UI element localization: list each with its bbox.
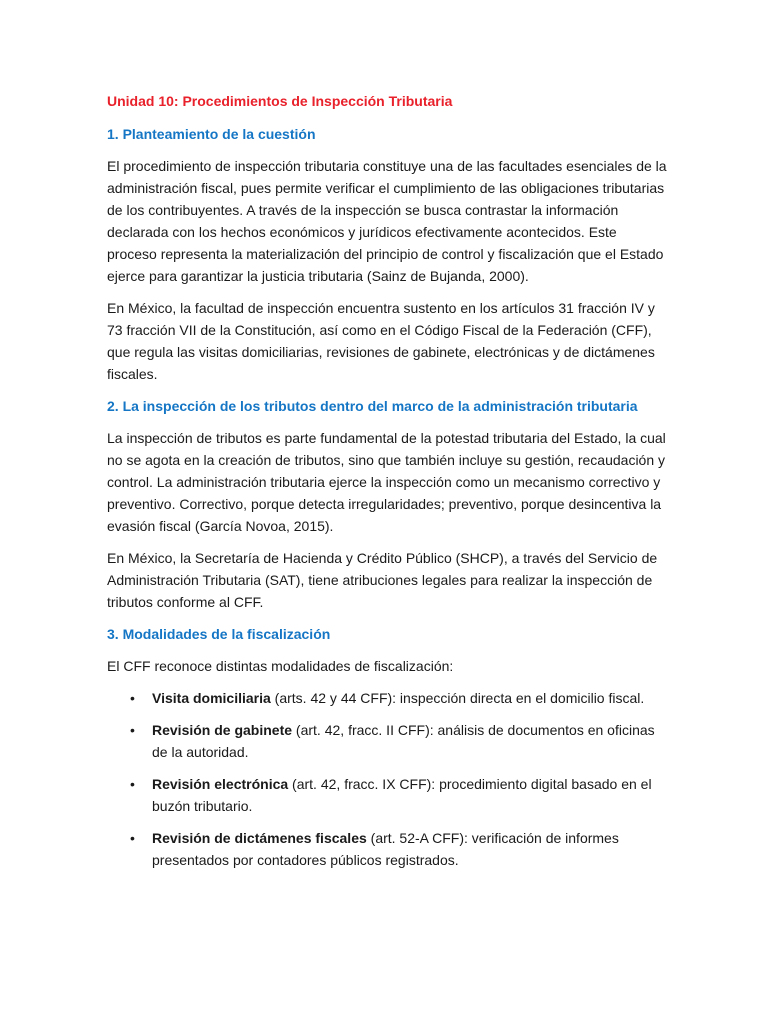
document-page: [107, 90, 667, 881]
modalities-list: [107, 687, 667, 871]
bullet-icon: •: [130, 722, 135, 738]
list-item-description: (art. 42, fracc. IX CFF): procedimiento digital basado en el buzón tributario.: [152, 776, 652, 814]
bullet-icon: •: [130, 830, 135, 846]
list-item-term: Revisión electrónica: [152, 776, 289, 792]
list-item: [127, 687, 667, 709]
section-2-title: 2. La inspección de los tributos dentro del marco de la administración tributaria: [107, 398, 638, 414]
list-item-description: (art. 42, fracc. II CFF): análisis de documentos en oficinas de la autoridad.: [152, 722, 655, 760]
list-item-description: (art. 52-A CFF): verificación de informes presentados por contadores públicos registrados.: [152, 830, 619, 868]
list-item-description: (arts. 42 y 44 CFF): inspección directa en el domicilio fiscal.: [270, 690, 645, 706]
section-2-paragraph-2: En México, la Secretaría de Hacienda y Crédito Público (SHCP), a través del Servicio de Administración Tributaria (SAT), tiene atribuciones legales para realizar la inspección de tributos conforme al CFF.: [107, 550, 658, 610]
list-item: [127, 719, 667, 763]
section-1-title: 1. Planteamiento de la cuestión: [107, 126, 316, 142]
list-item-term: Revisión de dictámenes fiscales: [152, 830, 367, 846]
list-item-term: Revisión de gabinete: [152, 722, 293, 738]
section-3-title: 3. Modalidades de la fiscalización: [107, 626, 331, 642]
list-item: [127, 827, 667, 871]
section-3-paragraph-1: El CFF reconoce distintas modalidades de fiscalización:: [107, 658, 454, 674]
bullet-icon: •: [130, 776, 135, 792]
list-item: [127, 773, 667, 817]
section-2-paragraph-1: La inspección de tributos es parte fundamental de la potestad tributaria del Estado, la cual no se agota en la creación de tributos, sino que también incluye su gestión, recaudación y control. La administración tributaria ejerce la inspección como un mecanismo correctivo y preventivo. Correctivo, porque detecta irregularidades; preventivo, porque desincentiva la evasión fiscal (García Novoa, 2015).: [107, 430, 666, 534]
list-item-term: Visita domiciliaria: [152, 690, 271, 706]
section-1-paragraph-1: El procedimiento de inspección tributaria constituye una de las facultades esenciales de la administración fiscal, pues permite verificar el cumplimiento de las obligaciones tributarias de los contribuyentes. A través de la inspección se busca contrastar la información declarada con los hechos económicos y jurídicos efectivamente acontecidos. Este proceso representa la materialización del principio de control y fiscalización que el Estado ejerce para garantizar la justicia tributaria (Sainz de Bujanda, 2000).: [107, 158, 667, 284]
unit-title: Unidad 10: Procedimientos de Inspección Tributaria: [107, 93, 453, 109]
section-1-paragraph-2: En México, la facultad de inspección encuentra sustento en los artículos 31 fracción IV y 73 fracción VII de la Constitución, así como en el Código Fiscal de la Federación (CFF), que regula las visitas domiciliarias, revisiones de gabinete, electrónicas y de dictámenes fiscales.: [107, 300, 655, 382]
bullet-icon: •: [130, 690, 135, 706]
